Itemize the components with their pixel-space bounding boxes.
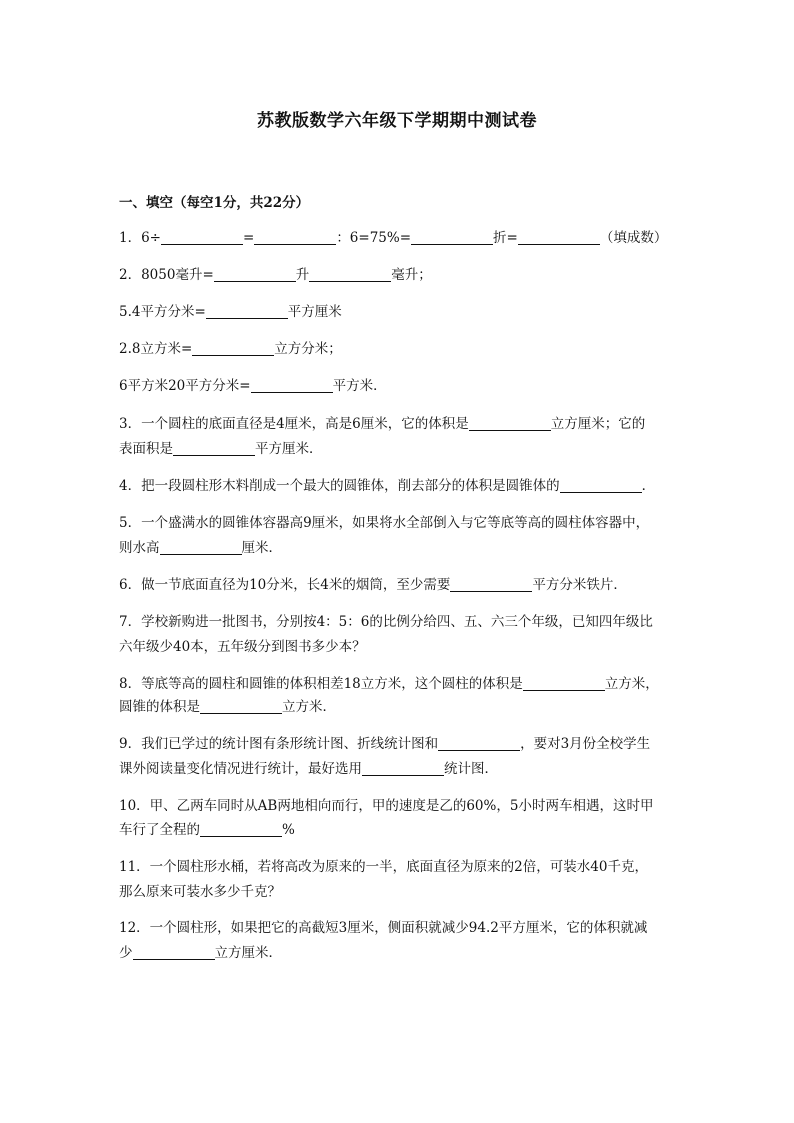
text: 6平方米20平方分米= [119,378,251,394]
question-10-cont [119,822,679,838]
text: 折= [493,230,518,246]
question-5-cont [119,540,679,556]
answer-blank[interactable] [309,267,391,282]
answer-blank[interactable] [362,761,444,776]
text: 6．做一节底面直径为10分米，长4米的烟筒，至少需要 [119,577,451,593]
answer-blank[interactable] [560,478,642,493]
text: 12．一个圆柱形，如果把它的高截短3厘米，侧面积就减少94.2平方厘米，它的体积就减 [119,920,648,936]
text: 立方厘米；它的 [550,416,646,432]
text: 毫升； [391,267,432,283]
text: 立方分米； [274,341,342,357]
text: 11．一个圆柱形水桶，若将高改为原来的一半，底面直径为原来的2倍，可装水40千克， [119,859,648,875]
question-9-cont [119,761,679,777]
text: 8．等底等高的圆柱和圆锥的体积相差18立方米，这个圆柱的体积是 [119,676,523,692]
text: 立方厘米． [214,945,282,961]
question-11-cont [119,884,679,900]
answer-blank[interactable] [206,304,288,319]
text: 7．学校新购进一批图书，分别按4：5：6的比例分给四、五、六三个年级，已知四年级比 [119,614,653,630]
text: ：6=75%= [336,230,412,246]
answer-blank[interactable] [438,736,520,751]
text: （填成数） [599,230,668,246]
text: 4．把一段圆柱形木料削成一个最大的圆锥体，削去部分的体积是圆锥体的 [119,478,560,494]
answer-blank[interactable] [161,230,243,245]
answer-blank[interactable] [160,540,242,555]
text: 2．8050毫升= [119,267,214,283]
question-1 [119,230,679,246]
answer-blank[interactable] [192,341,274,356]
text: 平方厘米． [255,441,323,457]
text: 平方厘米 [287,304,342,320]
answer-blank[interactable] [200,822,282,837]
question-11 [119,859,679,875]
text: 2.8立方米= [119,341,193,357]
question-2-part-b [119,304,679,320]
text: ． [641,478,656,494]
question-2 [119,267,679,283]
question-6 [119,577,679,593]
question-12 [119,920,679,936]
question-8-cont [119,699,679,715]
text: 平方分米铁片． [532,577,627,593]
question-7-cont [119,639,679,655]
text: 车行了全程的 [119,822,200,838]
question-8 [119,676,679,692]
text: 那么原来可装水多少千克？ [119,884,281,900]
answer-blank[interactable] [450,577,532,592]
text: 10．甲、乙两车同时从AB两地相向而行，甲的速度是乙的60%，5小时两车相遇，这时甲 [119,798,654,814]
text: 3．一个圆柱的底面直径是4厘米，高是6厘米，它的体积是 [119,416,469,432]
answer-blank[interactable] [200,699,282,714]
answer-blank[interactable] [411,230,493,245]
question-10 [119,798,679,814]
text: 立方米． [282,699,336,715]
answer-blank[interactable] [251,378,333,393]
text: 平方米． [332,378,387,394]
text: 圆锥的体积是 [119,699,200,715]
question-4 [119,478,679,494]
answer-blank[interactable] [133,945,215,960]
answer-blank[interactable] [518,230,600,245]
question-2-part-d [119,378,679,394]
question-3-cont [119,441,679,457]
answer-blank[interactable] [214,267,296,282]
text: 5.4平方分米= [119,304,206,320]
text: % [282,822,295,838]
text: 厘米． [241,540,282,556]
text: 1．6÷ [119,230,161,246]
text: 5．一个盛满水的圆锥体容器高9厘米，如果将水全部倒入与它等底等高的圆柱体容器中， [119,515,650,531]
question-5 [119,515,679,531]
question-3 [119,416,679,432]
answer-blank[interactable] [469,416,551,431]
page-title: 苏教版数学六年级下学期期中测试卷 [257,111,537,131]
text: 少 [119,945,133,961]
question-7 [119,614,679,630]
answer-blank[interactable] [254,230,336,245]
text: 统计图． [444,761,498,777]
text: 升 [295,267,310,283]
question-2-part-c [119,341,679,357]
text: 则水高 [119,540,160,556]
section-heading: 一、填空（每空1分，共22分） [119,195,310,211]
answer-blank[interactable] [173,441,255,456]
question-9 [119,736,679,752]
text: 六年级少40本，五年级分到图书多少本？ [119,639,366,655]
text: = [243,230,255,246]
text: ，要对3月份全校学生 [520,736,651,752]
text: 立方米， [604,676,659,692]
text: 表面积是 [119,441,173,457]
text: 课外阅读量变化情况进行统计，最好选用 [119,761,362,777]
text: 9．我们已学过的统计图有条形统计图、折线统计图和 [119,736,439,752]
question-12-cont [119,945,679,961]
answer-blank[interactable] [523,676,605,691]
